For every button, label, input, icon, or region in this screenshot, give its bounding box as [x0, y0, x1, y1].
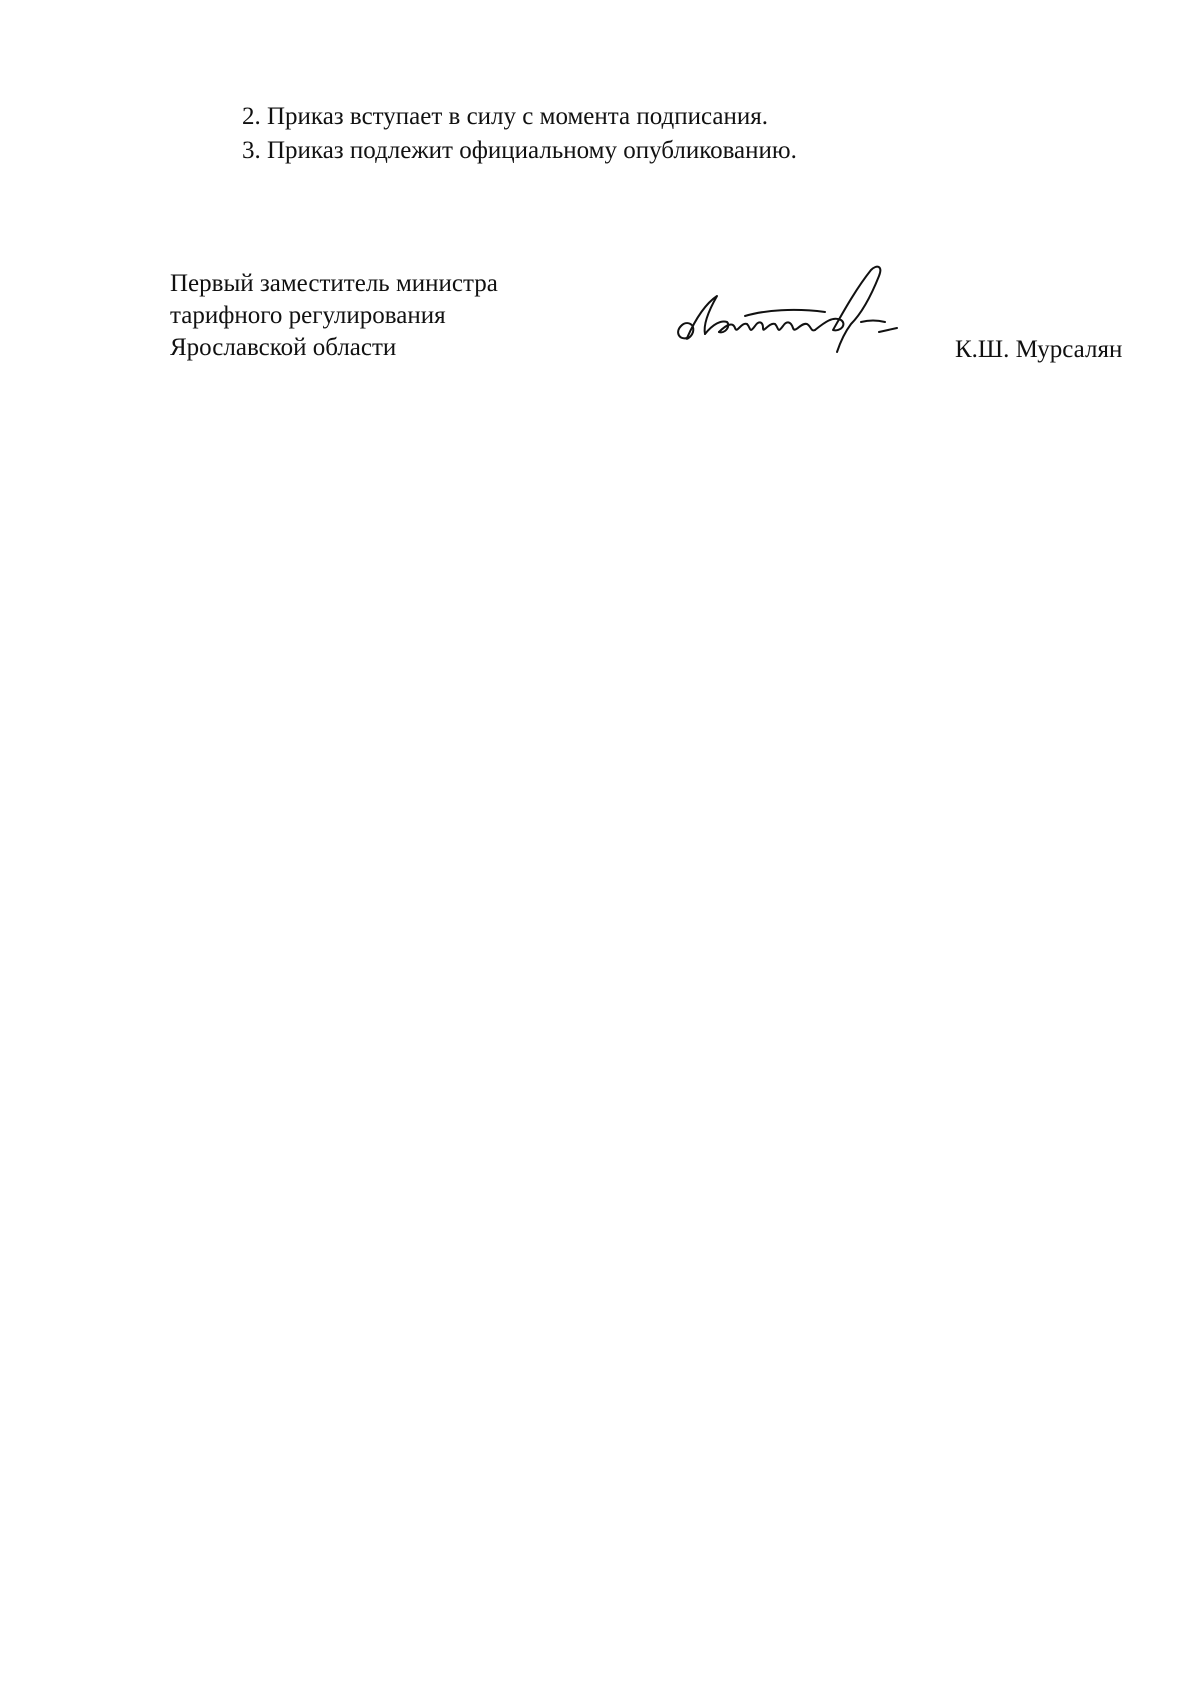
clause-publication: 3. Приказ подлежит официальному опубликованию.: [242, 137, 797, 164]
signer-name: К.Ш. Мурсалян: [955, 336, 1123, 363]
signer-position-line-1: Первый заместитель министра: [170, 270, 498, 297]
signature-block: [0, 0, 1200, 400]
signer-position-line-2: тарифного регулирования: [170, 302, 446, 329]
signer-position-line-3: Ярославской области: [170, 334, 397, 361]
clause-effective-date: 2. Приказ вступает в силу с момента подписания.: [242, 103, 768, 130]
signer-position: [170, 268, 498, 364]
handwritten-signature-icon: [665, 260, 925, 360]
